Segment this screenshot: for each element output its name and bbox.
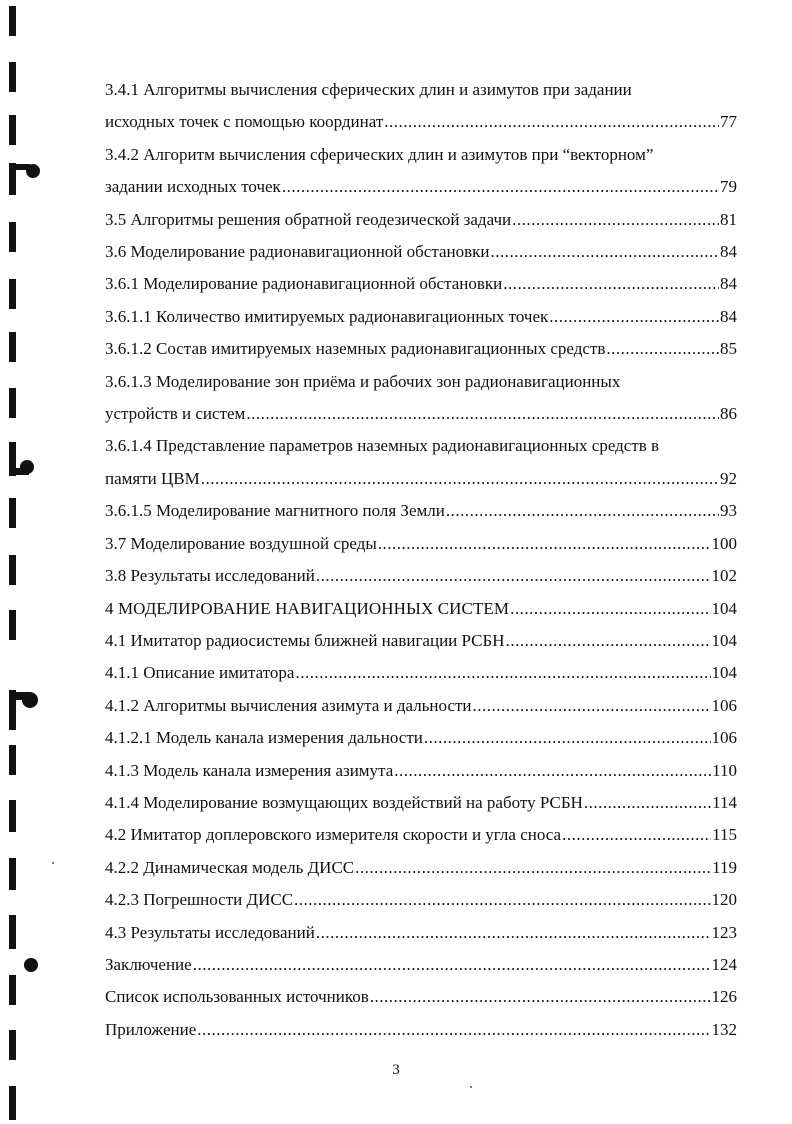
toc-dot-leader (512, 204, 719, 236)
binding-mark (14, 164, 30, 170)
toc-entry (105, 301, 737, 333)
toc-entry-row (105, 106, 737, 138)
toc-entry-title: 3.6.1 Моделирование радионавигационной обстановки (105, 274, 503, 294)
toc-dot-leader (549, 301, 719, 333)
toc-dot-leader (491, 236, 720, 268)
toc-entry-row (105, 657, 737, 689)
toc-page-number: 81 (720, 209, 737, 229)
toc-entry (105, 495, 737, 527)
toc-page-number: 115 (712, 825, 737, 845)
binding-mark (9, 6, 16, 36)
toc-dot-leader (295, 657, 710, 689)
toc-entry-row (105, 949, 737, 981)
toc-entry-title: 3.7 Моделирование воздушной среды (105, 533, 377, 553)
toc-entry (105, 657, 737, 689)
toc-entry-row (105, 528, 737, 560)
toc-dot-leader (197, 1014, 710, 1046)
toc-page-number: 104 (711, 598, 737, 618)
toc-entry-title: 4.1.3 Модель канала измерения азимута (105, 760, 394, 780)
toc-entry (105, 625, 737, 657)
toc-entry-title: 3.6 Моделирование радионавигационной обстановки (105, 242, 490, 262)
toc-entry-title: 4 МОДЕЛИРОВАНИЕ НАВИГАЦИОННЫХ СИСТЕМ (105, 598, 510, 618)
toc-page-number: 104 (711, 630, 737, 650)
binding-mark (9, 115, 16, 145)
binding-mark (9, 279, 16, 309)
toc-page-number: 132 (711, 1019, 737, 1039)
binding-mark (9, 498, 16, 528)
toc-entry (105, 204, 737, 236)
toc-dot-leader (562, 819, 711, 851)
toc-entry (105, 430, 737, 495)
toc-page-number: 85 (720, 339, 737, 359)
toc-page-number: 123 (711, 922, 737, 942)
toc-entry-row (105, 301, 737, 333)
toc-dot-leader (193, 949, 711, 981)
toc-dot-leader (446, 495, 719, 527)
toc-page-number: 102 (711, 566, 737, 586)
toc-entry (105, 690, 737, 722)
binding-mark (9, 62, 16, 92)
binding-mark (9, 610, 16, 640)
binding-mark (9, 858, 16, 890)
binding-mark (12, 692, 30, 700)
binding-mark (9, 1086, 16, 1120)
toc-entry-title: исходных точек с помощью координат (105, 112, 384, 132)
toc-entry-row (105, 852, 737, 884)
toc-entry (105, 74, 737, 139)
toc-dot-leader (294, 884, 710, 916)
toc-dot-leader (384, 106, 719, 138)
toc-entry-title-line: 3.6.1.4 Представление параметров наземных радионавигационных средств в (105, 436, 660, 456)
toc-entry (105, 593, 737, 625)
toc-entry-row (105, 204, 737, 236)
toc-entry-title: задании исходных точек (105, 177, 281, 197)
toc-entry-title: 3.8 Результаты исследований (105, 566, 315, 586)
binding-mark (9, 800, 16, 832)
toc-entry-row (105, 690, 737, 722)
toc-entry-title: 4.2.2 Динамическая модель ДИСС (105, 857, 355, 877)
toc-dot-leader (378, 528, 711, 560)
toc-entry-row (105, 1014, 737, 1046)
binding-mark (9, 555, 16, 585)
toc-entry-row (105, 755, 737, 787)
toc-page-number: 92 (720, 468, 737, 488)
toc-entry-title: Приложение (105, 1019, 197, 1039)
toc-page-number: 100 (711, 533, 737, 553)
toc-entry (105, 819, 737, 851)
toc-entry-title: устройств и систем (105, 404, 246, 424)
toc-entry-row (105, 722, 737, 754)
toc-entry-title: 4.3 Результаты исследований (105, 922, 315, 942)
toc-entry-title-line: 3.6.1.3 Моделирование зон приёма и рабочих зон радионавигационных (105, 371, 621, 391)
toc-entry-row (105, 917, 737, 949)
toc-entry (105, 366, 737, 431)
toc-entry-title-line: 3.4.1 Алгоритмы вычисления сферических длин и азимутов при задании (105, 80, 632, 99)
toc-dot-leader (584, 787, 711, 819)
toc-dot-leader (424, 722, 711, 754)
binding-mark (9, 745, 16, 775)
toc-entry (105, 884, 737, 916)
toc-page-number: 86 (720, 404, 737, 424)
toc-entry-title: 3.6.1.2 Состав имитируемых наземных радионавигационных средств (105, 339, 606, 359)
binding-mark (9, 222, 16, 252)
toc-entry-title: 4.2 Имитатор доплеровского измерителя скорости и угла сноса (105, 825, 562, 845)
toc-dot-leader (606, 333, 719, 365)
toc-entry-title: 4.1.1 Описание имитатора (105, 663, 295, 683)
toc-page-number: 84 (720, 274, 737, 294)
toc-entry-row (105, 333, 737, 365)
toc-entry-row (105, 463, 737, 495)
toc-entry-row (105, 593, 737, 625)
toc-entry-title: 3.5 Алгоритмы решения обратной геодезической задачи (105, 209, 512, 229)
toc-entry-row (105, 171, 737, 203)
toc-entry (105, 236, 737, 268)
toc-page-number: 126 (711, 987, 737, 1007)
toc-dot-leader (506, 625, 711, 657)
toc-entry-title: 3.6.1.5 Моделирование магнитного поля Земли (105, 501, 445, 521)
toc-entry (105, 917, 737, 949)
toc-entry (105, 787, 737, 819)
binding-mark (9, 332, 16, 362)
toc-page-number: 77 (720, 112, 737, 132)
toc-dot-leader (316, 560, 711, 592)
toc-entry (105, 949, 737, 981)
toc-entry-title: памяти ЦВМ (105, 468, 200, 488)
toc-entry-row (105, 819, 737, 851)
toc-entry-title: 4.1 Имитатор радиосистемы ближней навигации РСБН (105, 630, 505, 650)
binding-dot (24, 958, 38, 972)
toc-entry (105, 139, 737, 204)
toc-dot-leader (503, 268, 719, 300)
toc-entry-title: 4.2.3 Погрешности ДИСС (105, 890, 294, 910)
toc-entry (105, 268, 737, 300)
toc-page-number: 110 (712, 760, 737, 780)
toc-entry-row (105, 884, 737, 916)
toc-entry-title-line: 3.4.2 Алгоритм вычисления сферических длин и азимутов при “векторном” (105, 144, 654, 164)
toc-page-number: 84 (720, 306, 737, 326)
toc-dot-leader (355, 852, 711, 884)
toc-dot-leader (282, 171, 719, 203)
toc-entry-row (105, 787, 737, 819)
toc-dot-leader (370, 981, 711, 1013)
toc-entry-row (105, 560, 737, 592)
toc-entry (105, 852, 737, 884)
binding-mark (9, 468, 29, 475)
toc-page-number: 79 (720, 177, 737, 197)
binding-mark (9, 975, 16, 1005)
toc-entry (105, 755, 737, 787)
scan-speck (52, 862, 54, 864)
toc-entry-title: Список использованных источников (105, 987, 369, 1007)
toc-entry-row (105, 625, 737, 657)
toc-entry-title: Заключение (105, 954, 192, 974)
toc-page-number: 124 (711, 954, 737, 974)
toc-entry (105, 722, 737, 754)
binding-mark (9, 1030, 16, 1060)
toc-page-number: 119 (712, 857, 737, 877)
toc-entry (105, 1014, 737, 1046)
toc-entry-row (105, 981, 737, 1013)
toc-entry-row (105, 268, 737, 300)
page-number: 3 (392, 1062, 400, 1078)
toc-entry (105, 981, 737, 1013)
toc-page-number: 114 (712, 792, 737, 812)
toc-page-number: 104 (711, 663, 737, 683)
toc-dot-leader (201, 463, 719, 495)
toc-entry-row (105, 236, 737, 268)
toc-page-number: 106 (711, 695, 737, 715)
toc-entry (105, 528, 737, 560)
toc-entry-title: 4.1.2 Алгоритмы вычисления азимута и дальности (105, 695, 472, 715)
table-of-contents (105, 74, 737, 1046)
toc-dot-leader (473, 690, 711, 722)
toc-entry-row (105, 398, 737, 430)
toc-entry (105, 560, 737, 592)
toc-entry-row (105, 495, 737, 527)
toc-page-number: 93 (720, 501, 737, 521)
scan-speck (470, 1086, 472, 1088)
toc-entry (105, 333, 737, 365)
toc-entry-title: 3.6.1.1 Количество имитируемых радионавигационных точек (105, 306, 549, 326)
toc-page-number: 84 (720, 242, 737, 262)
toc-dot-leader (510, 593, 710, 625)
binding-mark (9, 915, 16, 949)
toc-dot-leader (394, 755, 711, 787)
toc-page-number: 120 (711, 890, 737, 910)
toc-dot-leader (316, 917, 711, 949)
toc-page-number: 106 (711, 728, 737, 748)
scan-binding-marks (0, 0, 40, 1124)
toc-entry-title: 4.1.4 Моделирование возмущающих воздействий на работу РСБН (105, 792, 583, 812)
toc-dot-leader (246, 398, 719, 430)
toc-entry-title: 4.1.2.1 Модель канала измерения дальности (105, 728, 423, 748)
binding-mark (9, 388, 16, 418)
